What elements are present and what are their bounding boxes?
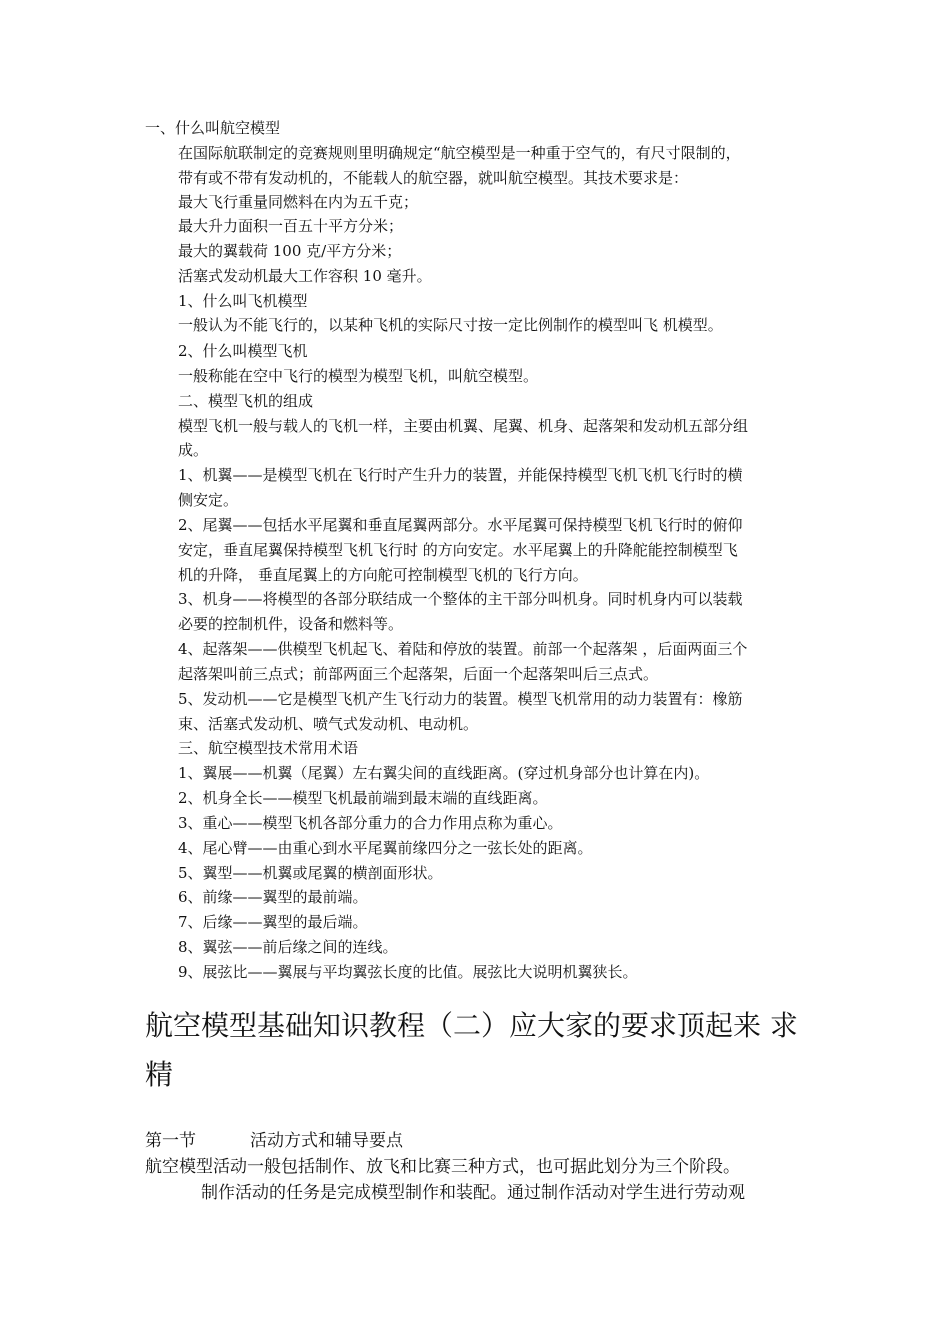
paragraph-line: 束、活塞式发动机、喷气式发动机、电动机。 — [178, 715, 479, 733]
term-line: 3、重心——模型飞机各部分重力的合力作用点称为重心。 — [178, 814, 563, 832]
paragraph-line: 机的升降， 垂直尾翼上的方向舵可控制模型飞机的飞行方向。 — [178, 566, 588, 584]
paragraph-line: 模型飞机一般与载人的飞机一样，主要由机翼、尾翼、机身、起落架和发动机五部分组 — [178, 417, 749, 435]
paragraph-line: 4、起落架——供模型飞机起飞、着陆和停放的装置。前部一个起落架 ，后面两面三个 — [178, 640, 748, 658]
paragraph-line: 1、机翼——是模型飞机在飞行时产生升力的装置，并能保持模型飞机飞机飞行时的横 — [178, 466, 743, 484]
term-line: 1、翼展——机翼（尾翼）左右翼尖间的直线距离。(穿过机身部分也计算在内)。 — [178, 764, 710, 782]
section-number: 第一节 — [145, 1131, 196, 1151]
term-line: 2、机身全长——模型飞机最前端到最末端的直线距离。 — [178, 789, 548, 807]
paragraph-line: 一般认为不能飞行的，以某种飞机的实际尺寸按一定比例制作的模型叫飞 机模型。 — [178, 316, 723, 334]
section-title: 活动方式和辅导要点 — [250, 1131, 403, 1151]
paragraph-line: 侧安定。 — [178, 491, 239, 509]
paragraph-line: 最大飞行重量同燃料在内为五千克； — [178, 193, 419, 211]
article-title-line-2: 精 — [145, 1058, 174, 1091]
paragraph-line: 最大的翼载荷 100 克/平方分米； — [178, 242, 402, 260]
paragraph-line: 3、机身——将模型的各部分联结成一个整体的主干部分叫机身。同时机身内可以装载 — [178, 590, 743, 608]
paragraph-line: 最大升力面积一百五十平方分米； — [178, 217, 404, 235]
paragraph-line: 制作活动的任务是完成模型制作和装配。通过制作活动对学生进行劳动观 — [201, 1183, 745, 1203]
paragraph-line: 5、发动机——它是模型飞机产生飞行动力的装置。模型飞机常用的动力装置有：橡筋 — [178, 690, 743, 708]
paragraph-line: 成。 — [178, 441, 209, 459]
term-line: 4、尾心臂——由重心到水平尾翼前缘四分之一弦长处的距离。 — [178, 839, 593, 857]
paragraph-line: 一般称能在空中飞行的模型为模型飞机，叫航空模型。 — [178, 367, 539, 385]
term-line: 8、翼弦——前后缘之间的连线。 — [178, 938, 398, 956]
paragraph-line: 航空模型活动一般包括制作、放飞和比赛三种方式，也可据此划分为三个阶段。 — [145, 1157, 740, 1177]
paragraph-line: 在国际航联制定的竞赛规则里明确规定“航空模型是一种重于空气的，有尺寸限制的， — [178, 144, 741, 162]
paragraph-line: 必要的控制机件，设备和燃料等。 — [178, 615, 404, 633]
term-line: 9、展弦比——翼展与平均翼弦长度的比值。展弦比大说明机翼狭长。 — [178, 963, 638, 981]
term-line: 7、后缘——翼型的最后端。 — [178, 913, 368, 931]
paragraph-line: 2、尾翼——包括水平尾翼和垂直尾翼两部分。水平尾翼可保持模型飞机飞行时的俯仰 — [178, 516, 743, 534]
paragraph-line: 带有或不带有发动机的，不能载人的航空器，就叫航空模型。其技术要求是： — [178, 169, 689, 187]
section-heading: 三、航空模型技术常用术语 — [178, 739, 359, 757]
subheading: 1、什么叫飞机模型 — [178, 292, 308, 310]
article-title-line-1: 航空模型基础知识教程（二）应大家的要求顶起来 求 — [145, 1009, 798, 1042]
term-line: 5、翼型——机翼或尾翼的横剖面形状。 — [178, 864, 443, 882]
paragraph-line: 安定，垂直尾翼保持模型飞机飞行时 的方向安定。水平尾翼上的升降舵能控制模型飞 — [178, 541, 738, 559]
section-heading-what-is-aeromodel: 一、什么叫航空模型 — [145, 119, 281, 137]
section-heading: 二、模型飞机的组成 — [178, 392, 314, 410]
paragraph-line: 活塞式发动机最大工作容积 10 毫升。 — [178, 267, 432, 285]
paragraph-line: 起落架叫前三点式；前部两面三个起落架，后面一个起落架叫后三点式。 — [178, 665, 659, 683]
subheading: 2、什么叫模型飞机 — [178, 342, 308, 360]
term-line: 6、前缘——翼型的最前端。 — [178, 888, 368, 906]
